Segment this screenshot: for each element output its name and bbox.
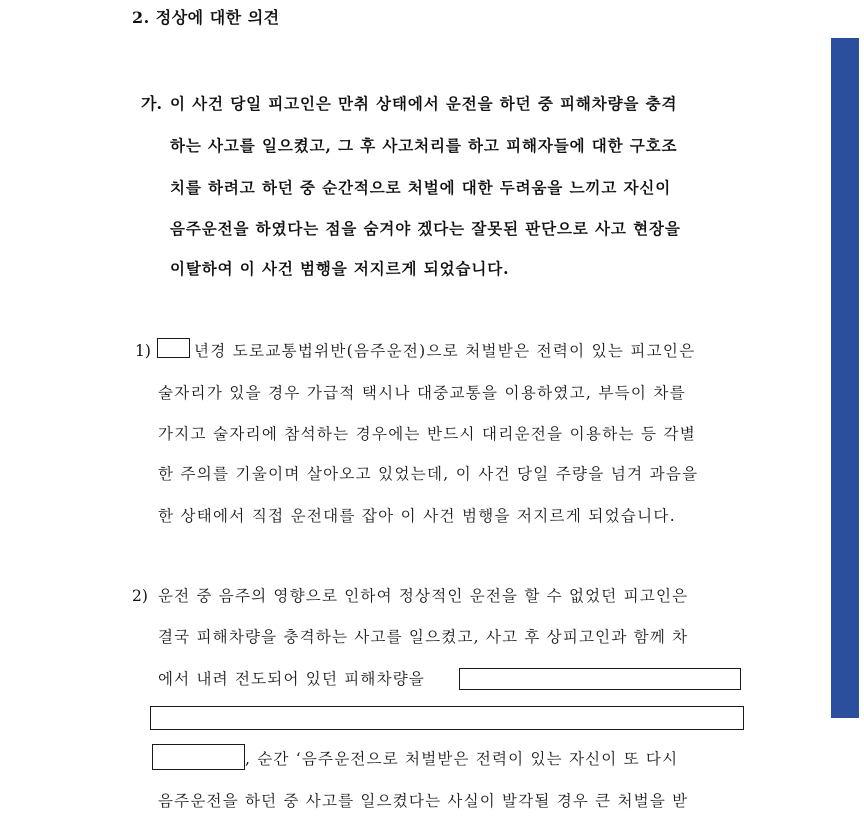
item-2-number: 2) [132,587,148,605]
item-ga-line-5: 이탈하여 이 사건 범행을 저지르게 되었습니다. [170,259,510,278]
item-ga-line-4: 음주운전을 하였다는 점을 숨겨야 겠다는 잘못된 판단으로 사고 현장을 [170,219,681,238]
item-2-line-1: 운전 중 음주의 영향으로 인하여 정상적인 운전을 할 수 없었던 피고인은 [158,587,689,605]
item-1-line-4: 한 주의를 기울이며 살아오고 있었는데, 이 사건 당일 주량을 넘겨 과음을 [158,465,699,483]
section-title: 2. 정상에 대한 의견 [132,8,280,27]
item-1-number: 1) [135,342,151,360]
item-2-line-2: 결국 피해차량을 충격하는 사고를 일으켰고, 사고 후 상피고인과 함께 차 [158,628,689,646]
item-2-line-6: 음주운전을 하던 중 사고를 일으켰다는 사실이 발각될 경우 큰 처벌을 받 [158,792,689,810]
redaction-box-year [157,338,190,358]
item-1-line-1: 년경 도로교통법위반(음주운전)으로 처벌받은 전력이 있는 피고인은 [194,342,696,360]
item-ga-line-1: 이 사건 당일 피고인은 만취 상태에서 운전을 하던 중 피해차량을 충격 [170,94,678,113]
item-1-line-3: 가지고 술자리에 참석하는 경우에는 반드시 대리운전을 이용하는 등 각별 [158,425,697,443]
side-bar [831,38,859,718]
item-ga-label: 가. [141,94,163,113]
item-ga-line-3: 치를 하려고 하던 중 순간적으로 처벌에 대한 두려움을 느끼고 자신이 [170,178,672,197]
item-1-line-2: 술자리가 있을 경우 가급적 택시나 대중교통을 이용하였고, 부득이 차를 [158,384,686,402]
item-2-line-3: 에서 내려 전도되어 있던 피해차량을 [158,670,426,688]
item-ga-line-2: 하는 사고를 일으켰고, 그 후 사고처리를 하고 피해자들에 대한 구호조 [170,136,678,155]
redaction-box-full-line [150,706,744,730]
redaction-box-line-3 [459,668,741,690]
redaction-box-short [152,744,245,770]
item-2-line-5: , 순간 ‘음주운전으로 처벌받은 전력이 있는 자신이 또 다시 [245,750,679,768]
item-1-line-5: 한 상태에서 직접 운전대를 잡아 이 사건 범행을 저지르게 되었습니다. [158,507,676,525]
